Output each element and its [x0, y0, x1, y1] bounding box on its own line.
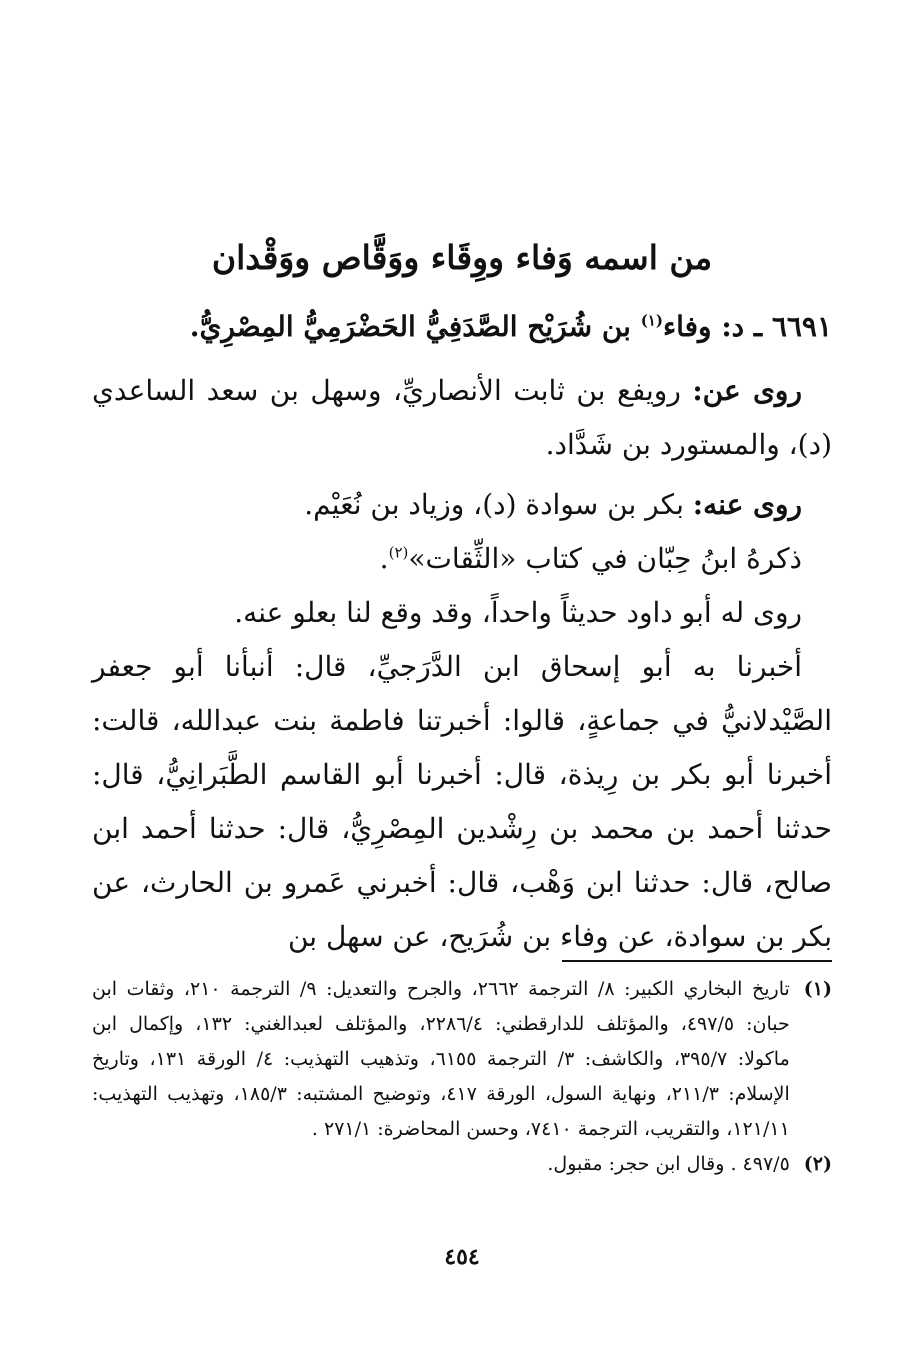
isnad-paragraph: أخبرنا به أبو إسحاق ابن الدَّرَجيِّ، قال: أنبأنا أبو جعفر الصَّيْدلانيُّ في جماعةٍ، قالوا: أخبرتنا فاطمة بنت عبدالله، قالت: أخبرنا أبو بكر بن رِيذة، قال: أخبرنا أبو القاسم الطَّبَرانِيُّ، قال: حدثنا أحمد بن محمد بن رِشْدين المِصْرِيُّ، قال: حدثنا أحمد ابن صالح، قال: حدثنا ابن وَهْب، قال: أخبرني عَمرو بن الحارث، عن بكر بن سوادة، عن وفاء بن شُرَيح، عن سهل بن: [92, 650, 833, 953]
narrated-from-text: رويفع بن ثابت الأنصاريِّ، وسهل بن سعد الساعدي (د)، والمستورد بن شَدَّاد.: [92, 374, 832, 461]
footnote-divider: [562, 960, 832, 962]
footnote-2: [92, 1147, 832, 1182]
narrated-from-paragraph: [92, 364, 832, 472]
page-number: ٤٥٤: [444, 1244, 480, 1270]
entry-symbol: د:: [721, 310, 745, 343]
footnote-ref-2[interactable]: (٢): [388, 543, 409, 562]
footnote-ref-1[interactable]: (١): [640, 311, 663, 330]
footnote-text: ٤٩٧/٥ . وقال ابن حجر: مقبول.: [547, 1153, 790, 1175]
entry-lineage: بن شُرَيْح الصَّدَفِيُّ الحَضْرَمِيُّ المِصْرِيُّ.: [189, 310, 631, 343]
narrated-by-text: بكر بن سوادة (د)، وزياد بن نُعَيْم.: [304, 488, 684, 521]
entry-dash: ـ: [753, 310, 763, 343]
mention-end: .: [379, 542, 389, 575]
entry-name: وفاء: [662, 310, 712, 343]
narration-count-paragraph: روى له أبو داود حديثاً واحداً، وقد وقع لنا بعلو عنه.: [234, 596, 802, 629]
footnote-number: (٢): [803, 1153, 832, 1175]
footnotes: [92, 972, 832, 1182]
narrated-from-label: روى عن:: [692, 374, 802, 407]
mention-text: ذكرهُ ابنُ حِبّان في كتاب «الثِّقات»: [408, 542, 802, 575]
main-text: [92, 300, 832, 964]
entry-heading: [92, 300, 832, 354]
narrated-by-paragraph: [92, 478, 832, 532]
footnote-1: [92, 972, 832, 1147]
mention-paragraph: [92, 532, 832, 586]
footnote-number: (١): [803, 978, 832, 1000]
page-title: من اسمه وَفاء ووِقَاء ووَقَّاص ووَقْدان: [211, 238, 713, 277]
footnote-text: تاريخ البخاري الكبير: ٨/ الترجمة ٢٦٦٢، والجرح والتعديل: ٩/ الترجمة ٢١٠، وثقات ابن حبان: ٤٩٧/٥، والمؤتلف للدارقطني: ٢٢٨٦/٤، والمؤتلف لعبدالغني: ١٣٢، وإكمال ابن ماكولا: ٣٩٥/٧، والكاشف: ٣/ الترجمة ٦١٥٥، وتذهيب التهذيب: ٤/ الورقة ١٣١، وتاريخ الإسلام: ٢١١/٣، ونهاية السول، الورقة ٤١٧، وتوضيح المشتبه: ١٨٥/٣، وتهذيب التهذيب: ١٢١/١١، والتقريب، الترجمة ٧٤١٠، وحسن المحاضرة: ٢٧١/١ .: [92, 978, 790, 1140]
entry-number: ٦٦٩١: [771, 310, 832, 343]
narrated-by-label: روى عنه:: [692, 488, 802, 521]
